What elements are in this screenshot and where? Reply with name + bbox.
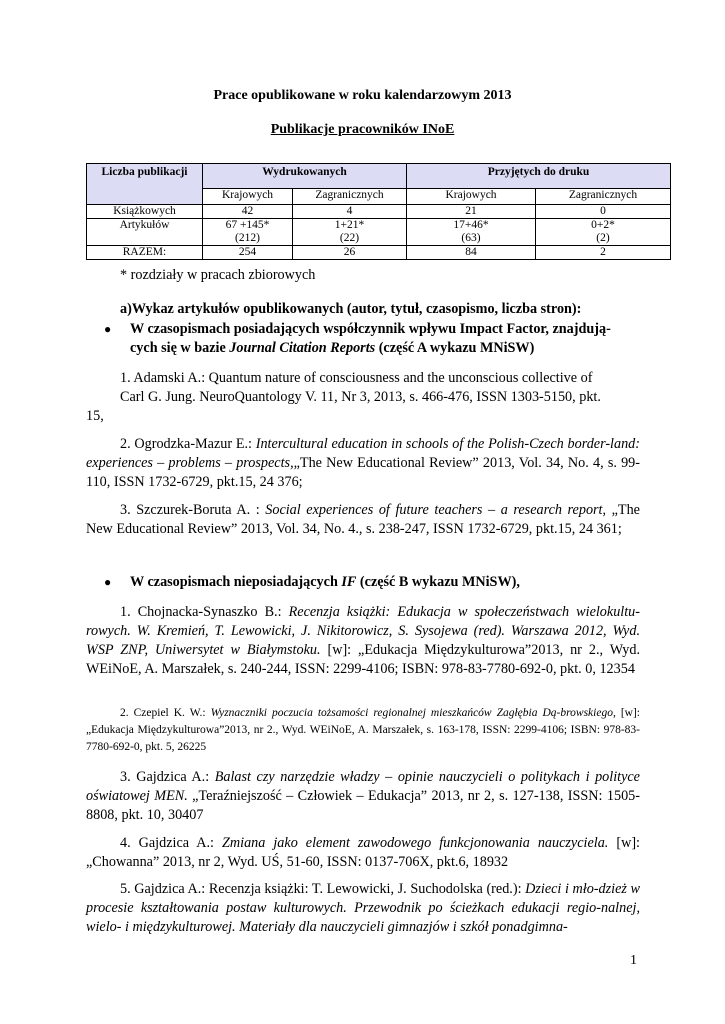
page-number: 1 [630,953,637,968]
cell-total: (212) [235,232,260,244]
table-row [87,205,671,219]
table-cell: 21 [407,205,536,219]
table-cell: 26 [293,246,407,260]
table-subheader: Zagranicznych [293,189,407,205]
cell-value: 17+46* [453,219,489,231]
ref-line: 15, [86,408,104,424]
ref-details: , „The New Educational Review” 2013, Vol. 34, No. 4., s. 238-247, ISSN 1732-6729, pkt.15, 24 361; [86,502,640,537]
table-cell [536,219,671,246]
table-cell [407,219,536,246]
table-cell [203,219,293,246]
ref-author: 1. Chojnacka-Synaszko B.: [120,604,289,620]
bullet-text: cych się w bazie [130,340,230,356]
ref-author: 4. Gajdzica A.: [120,835,222,851]
ref-title: Zmiana jako element zawodowego funkcjonowania nauczyciela. [222,835,609,851]
reference-b3 [86,768,640,825]
ref-title: Social experiences of future teachers – a research report [265,502,603,518]
table-cell: 84 [407,246,536,260]
cell-value: 0+2* [591,219,615,231]
table-subheader: Krajowych [203,189,293,205]
ref-author: 3. Szczurek-Boruta A. : [120,502,266,518]
bullet-text-italic: Journal Citation Reports [229,340,376,356]
ref-author: 5. Gajdzica A.: Recenzja książki: T. Lewowicki, J. Suchodolska (red.): [120,881,526,897]
ref-title: Balast czy narzędzie władzy – opinie nauczycieli o politykach i polityce oświatowej MEN. [86,769,640,804]
table-footnote: * rozdziały w pracach zbiorowych [120,267,316,283]
table-subheader: Zagranicznych [536,189,671,205]
ref-line: 1. Adamski A.: Quantum nature of consciousness and the unconscious collective of [120,370,593,386]
bullet-text-italic: IF [341,574,357,590]
reference-a2 [86,435,640,492]
reference-a3 [86,501,640,539]
table-row [87,219,671,246]
ref-author: 2. Czepiel K. W.: [120,707,211,719]
ref-details: ,„The New Educational Review” 2013, Vol. 34, No. 4, s. 99-110, ISSN 1732-6729, pkt.15, 24 376; [86,455,640,490]
ref-title: Intercultural education in schools of the Polish-Czech border-land: experiences – problems – prospects [86,436,640,471]
bullet-icon: ● [104,575,112,589]
table-header-wydrukowanych: Wydrukowanych [203,164,407,189]
ref-title: Dzieci i mło-dzież w procesie kształtowania postaw kulturowych. Przewodnik po ścieżkach edukacji regio-nalnej, wielo- i międzykulturowej. Materiały dla nauczycieli gimnazjów i szkół ponadgimna- [86,881,640,935]
ref-title: Wyznaczniki poczucia tożsamości regionalnej mieszkańców Zagłębia Dą-browskiego [210,707,613,719]
table-cell: 0 [536,205,671,219]
reference-b5 [86,880,640,937]
cell-total: (63) [461,232,481,244]
bullet-impact-factor [130,320,640,358]
ref-author: 3. Gajdzica A.: [120,769,215,785]
table-row [87,246,671,260]
table-cell [293,219,407,246]
table-cell: 4 [293,205,407,219]
ref-details: , [w]: „Edukacja Międzykulturowa”2013, nr 2., Wyd. WEiNoE, A. Marszałek, s. 163-178, ISSN: 2299-4106; ISBN: 978-83-7780-692-0, pkt. 5, 26225 [86,707,640,753]
bullet-text: (część A wykazu MNiSW) [375,340,535,356]
reference-b2 [86,705,640,756]
table-cell: 254 [203,246,293,260]
ref-title: Recenzja książki: Edukacja w społeczeństwach wielokultu-rowych. W. Kremień, T. Lewowicki, J. Nikitorowicz, S. Sysojewa (red). Warszawa 2012, Wyd. WSP ZNP, Uniwersytet w Białymstoku. [86,604,640,658]
ref-line: Carl G. Jung. NeuroQuantology V. 11, Nr 3, 2013, s. 466-476, ISSN 1303-5150, pkt. [120,389,601,405]
reference-b1 [86,603,640,679]
row-label: RAZEM: [87,246,203,260]
row-label: Artykułów [87,219,203,246]
table-header-liczba: Liczba publikacji [87,164,203,205]
bullet-text: (część B wykazu MNiSW), [356,574,520,590]
cell-value: 1+21* [334,219,365,231]
reference-a1 [86,369,640,426]
cell-value: 67 +145* [225,219,270,231]
row-label: Książkowych [87,205,203,219]
bullet-text: W czasopismach posiadających współczynnik wpływu Impact Factor, znajdują- [130,321,611,337]
cell-total: (22) [339,232,360,244]
table-cell: 42 [203,205,293,219]
bullet-text: W czasopismach nieposiadających [130,574,342,590]
bullet-icon: ● [104,322,112,336]
publications-table [86,163,671,260]
table-header-przyjetych: Przyjętych do druku [407,164,671,189]
ref-details: „Teraźniejszość – Człowiek – Edukacja” 2013, nr 2, s. 127-138, ISSN: 1505-8808, pkt. 10, 30407 [86,788,640,823]
table-subheader: Krajowych [407,189,536,205]
section-heading-a: a)Wykaz artykułów opublikowanych (autor, tytuł, czasopismo, liczba stron): [120,301,582,317]
page-title: Prace opublikowane w roku kalendarzowym 2013 [213,88,512,103]
reference-b4 [86,834,640,872]
ref-author: 2. Ogrodzka-Mazur E.: [120,436,256,452]
ref-details: [w]: „Edukacja Międzykulturowa”2013, nr 2., Wyd. WEiNoE, A. Marszałek, s. 240-244, ISSN: 2299-4106; ISBN: 978-83-7780-692-0, pkt. 0, 12354 [86,642,640,677]
page-subtitle: Publikacje pracowników INoE [270,122,455,137]
table-cell: 2 [536,246,671,260]
cell-total: (2) [596,232,610,244]
ref-details: [w]: „Chowanna” 2013, nr 2, Wyd. UŚ, 51-60, ISSN: 0137-706X, pkt.6, 18932 [86,835,640,870]
bullet-no-impact-factor [130,573,640,592]
